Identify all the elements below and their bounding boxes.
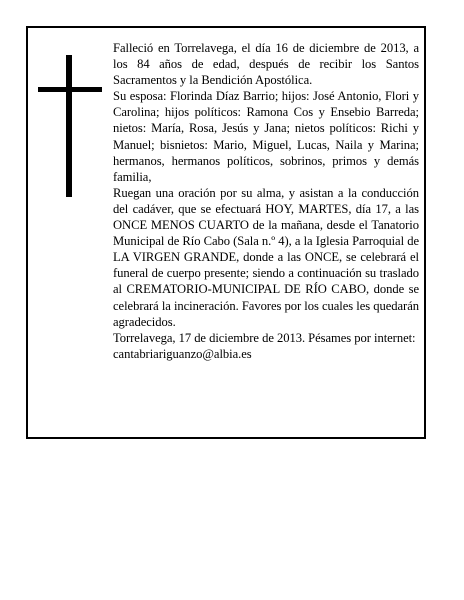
cross-icon <box>38 55 102 197</box>
cross-vertical-bar <box>66 55 72 197</box>
cross-horizontal-bar <box>38 87 102 92</box>
funeral-details: Ruegan una oración por su alma, y asistan a la conducción del cadáver, que se efectuará HOY, MARTES, día 17, a las ONCE MENOS CUARTO de la mañana, desde el Tanatorio Municipal de Río Cabo (Sala n.º 4), a la Iglesia Parroquial de LA VIRGEN GRANDE, donde a las ONCE, se celebrará el funeral de cuerpo presente; siendo a continuación su traslado al CREMATORIO-MUNICIPAL DE RÍO CABO, donde se celebrará la incineración. Favores por los cuales les quedarán agradecidos. <box>113 185 419 329</box>
death-announcement: Falleció en Torrelavega, el día 16 de diciembre de 2013, a los 84 años de edad, después de recibir los Santos Sacramentos y la Bendición Apostólica. <box>113 41 419 88</box>
obituary-text <box>113 40 419 362</box>
family-list: Su esposa: Florinda Díaz Barrio; hijos: José Antonio, Flori y Carolina; hijos políticos: Ramona Cos y Ensebio Barreda; nietos: María, Rosa, Jesús y Jana; nietos políticos: Richi y Manuel; bisnietos: Mario, Miguel, Lucas, Naila y Marina; hermanos, hermanos políticos, sobrinos, primos y demás familia, <box>113 89 419 184</box>
place-date-condolences: Torrelavega, 17 de diciembre de 2013. Pésames por internet: cantabriariguanzo@albia.es <box>113 330 416 361</box>
